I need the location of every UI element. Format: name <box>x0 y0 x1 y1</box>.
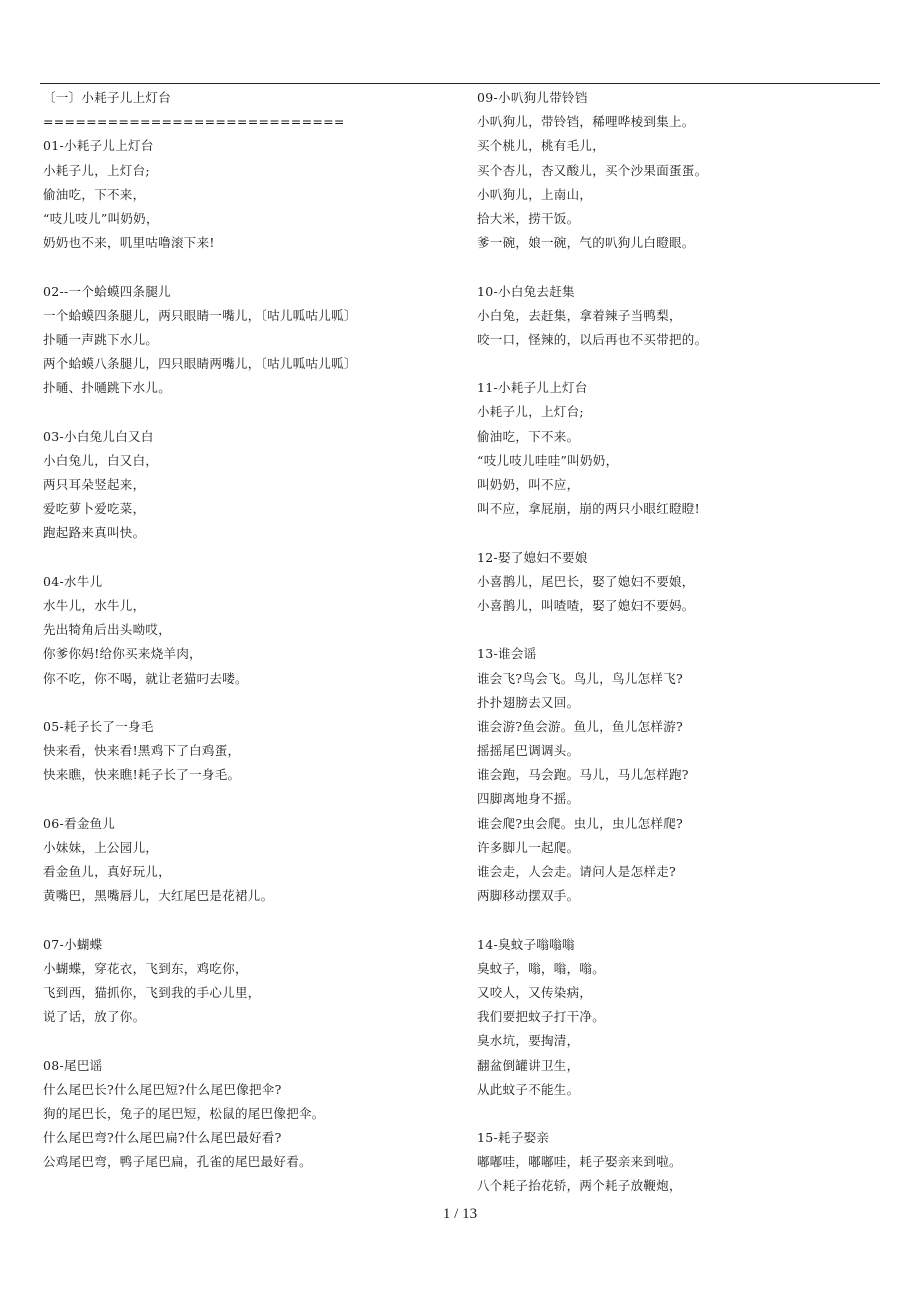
text-line: 扑嗵一声跳下水儿。 <box>43 331 159 347</box>
text-line: 小蝴蝶，穿花衣，飞到东，鸡吃你， <box>43 960 248 976</box>
text-line: 快来看，快来看!黑鸡下了白鸡蛋， <box>43 743 241 759</box>
text-line: 摇摇尾巴调调头。 <box>477 743 580 759</box>
text-line: 从此蚊子不能生。 <box>477 1081 580 1097</box>
text-line: 08-尾巴谣 <box>43 1057 103 1073</box>
text-line: 黄嘴巴，黑嘴唇儿，大红尾巴是花裙儿。 <box>43 888 274 904</box>
text-line: 嘟嘟哇，嘟嘟哇，耗子娶亲来到啦。 <box>477 1154 682 1170</box>
text-line: 14-臭蚊子嗡嗡嗡 <box>477 936 575 952</box>
text-line: 什么尾巴长?什么尾巴短?什么尾巴像把伞? <box>43 1081 282 1097</box>
text-line: 先出犄角后出头呦哎， <box>43 622 172 638</box>
text-line: 买个杏儿，杏又酸儿，买个沙果面蛋蛋。 <box>477 162 708 178</box>
text-line: 06-看金鱼儿 <box>43 815 116 831</box>
text-line: 爱吃萝卜爱吃菜， <box>43 501 146 517</box>
text-line: 臭水坑，要掏清， <box>477 1033 580 1049</box>
text-line: 叫不应，拿屁崩，崩的两只小眼红瞪瞪! <box>477 501 700 517</box>
blank-line <box>43 691 473 715</box>
text-line: 谁会走，人会走。请问人是怎样走? <box>477 864 677 879</box>
text-line: 我们要把蚊子打干净。 <box>477 1009 606 1025</box>
text-line: 爹一碗，娘一碗，气的叭狗儿白瞪眼。 <box>477 235 695 251</box>
blank-line <box>477 618 907 642</box>
text-line: 小耗子儿，上灯台; <box>43 162 150 178</box>
text-line: 水牛儿，水牛儿， <box>43 597 146 613</box>
text-line: 谁会游?鱼会游。鱼儿，鱼儿怎样游? <box>477 718 684 734</box>
text-line: 谁会爬?虫会爬。虫儿，虫儿怎样爬? <box>477 815 684 831</box>
blank-line <box>477 352 907 376</box>
text-line: 咬一口，怪辣的，以后再也不买带把的。 <box>477 331 708 347</box>
text-line: 飞到西，猫抓你，飞到我的手心儿里， <box>43 984 261 1000</box>
text-line: 看金鱼儿，真好玩儿， <box>43 864 172 879</box>
blank-line <box>43 787 473 811</box>
text-line: 什么尾巴弯?什么尾巴扁?什么尾巴最好看? <box>43 1130 282 1146</box>
text-line: 买个桃儿，桃有毛儿， <box>477 138 606 154</box>
text-line: 10-小白兔去赶集 <box>477 283 575 299</box>
text-line: 02--一个蛤蟆四条腿儿 <box>43 283 171 299</box>
text-line: 偷油吃，下不来， <box>43 186 146 202</box>
text-line: 小喜鹊儿，叫喳喳，娶了媳妇不要妈。 <box>477 597 695 613</box>
text-line: 快来瞧，快来瞧!耗子长了一身毛。 <box>43 767 241 783</box>
text-line: “吱儿吱儿哇哇”叫奶奶， <box>477 452 619 468</box>
text-line: 拾大米，捞干饭。 <box>477 210 580 226</box>
text-line: 你爹你妈!给你买来烧羊肉， <box>43 646 202 662</box>
blank-line <box>477 255 907 279</box>
text-line: 小妹妹，上公园儿， <box>43 839 159 855</box>
text-line: 小白兔，去赶集，拿着辣子当鸭梨， <box>477 307 682 323</box>
text-line: 谁会飞?鸟会飞。鸟儿，鸟儿怎样飞? <box>477 670 684 686</box>
text-line: 13-谁会谣 <box>477 646 537 662</box>
text-line: 04-水牛儿 <box>43 573 103 589</box>
text-line: 05-耗子长了一身毛 <box>43 718 154 734</box>
text-line: 15-耗子娶亲 <box>477 1130 550 1146</box>
text-line: 扑扑翅膀去又回。 <box>477 694 580 710</box>
text-line: 臭蚊子，嗡，嗡，嗡。 <box>477 960 606 976</box>
text-line: 07-小蝴蝶 <box>43 936 103 952</box>
text-line: 偷油吃，下不来。 <box>477 428 580 444</box>
text-line: 又咬人，又传染病， <box>477 984 593 1000</box>
blank-line <box>43 1029 473 1053</box>
text-line: 奶奶也不来，叽里咕噜滚下来! <box>43 235 215 251</box>
text-line: 说了话，放了你。 <box>43 1009 146 1025</box>
text-line: 八个耗子抬花轿，两个耗子放鞭炮， <box>477 1178 682 1194</box>
header-rule <box>40 83 880 84</box>
blank-line <box>477 521 907 545</box>
text-line: 四脚离地身不摇。 <box>477 791 580 807</box>
text-line: 翻盆倒罐讲卫生， <box>477 1057 580 1073</box>
right-column <box>477 86 907 1199</box>
text-line: 谁会跑，马会跑。马儿，马儿怎样跑? <box>477 767 689 783</box>
blank-line <box>43 908 473 932</box>
blank-line <box>477 908 907 932</box>
blank-line <box>477 1102 907 1126</box>
text-line: ============================ <box>43 114 345 130</box>
left-column <box>43 86 473 1174</box>
blank-line <box>43 255 473 279</box>
text-line: 〔一〕小耗子儿上灯台 <box>43 90 172 105</box>
text-line: 小叭狗儿，上南山， <box>477 186 593 202</box>
text-line: 许多脚儿一起爬。 <box>477 839 580 855</box>
text-line: 狗的尾巴长，兔子的尾巴短，松鼠的尾巴像把伞。 <box>43 1105 325 1121</box>
text-line: 11-小耗子儿上灯台 <box>477 380 588 396</box>
text-line: 叫奶奶，叫不应， <box>477 477 580 492</box>
text-line: 扑嗵、扑嗵跳下水儿。 <box>43 380 172 396</box>
text-line: 小叭狗儿，带铃铛，稀哩哗棱到集上。 <box>477 114 695 130</box>
text-line: 小耗子儿，上灯台; <box>477 404 584 420</box>
text-line: 小喜鹊儿，尾巴长，娶了媳妇不要娘， <box>477 573 695 589</box>
text-line: 你不吃，你不喝，就让老猫叼去喽。 <box>43 670 248 686</box>
text-line: 两个蛤蟆八条腿儿，四只眼睛两嘴儿，〔咕儿呱咕儿呱〕 <box>43 356 357 372</box>
text-line: 两脚移动摆双手。 <box>477 888 580 904</box>
blank-line <box>43 400 473 424</box>
text-line: 小白兔儿，白又白， <box>43 452 159 468</box>
blank-line <box>43 546 473 570</box>
text-line: 一个蛤蟆四条腿儿，两只眼睛一嘴儿，〔咕儿呱咕儿呱〕 <box>43 307 357 323</box>
text-line: 01-小耗子儿上灯台 <box>43 138 154 154</box>
text-line: “吱儿吱儿”叫奶奶， <box>43 210 159 226</box>
text-line: 公鸡尾巴弯，鸭子尾巴扁，孔雀的尾巴最好看。 <box>43 1154 312 1170</box>
text-line: 跑起路来真叫快。 <box>43 525 146 541</box>
text-line: 两只耳朵竖起来， <box>43 477 146 492</box>
page-number: 1 / 13 <box>442 1206 478 1222</box>
text-line: 12-娶了媳妇不要娘 <box>477 549 588 565</box>
text-line: 03-小白兔儿白又白 <box>43 428 154 444</box>
text-line: 09-小叭狗儿带铃铛 <box>477 90 588 105</box>
